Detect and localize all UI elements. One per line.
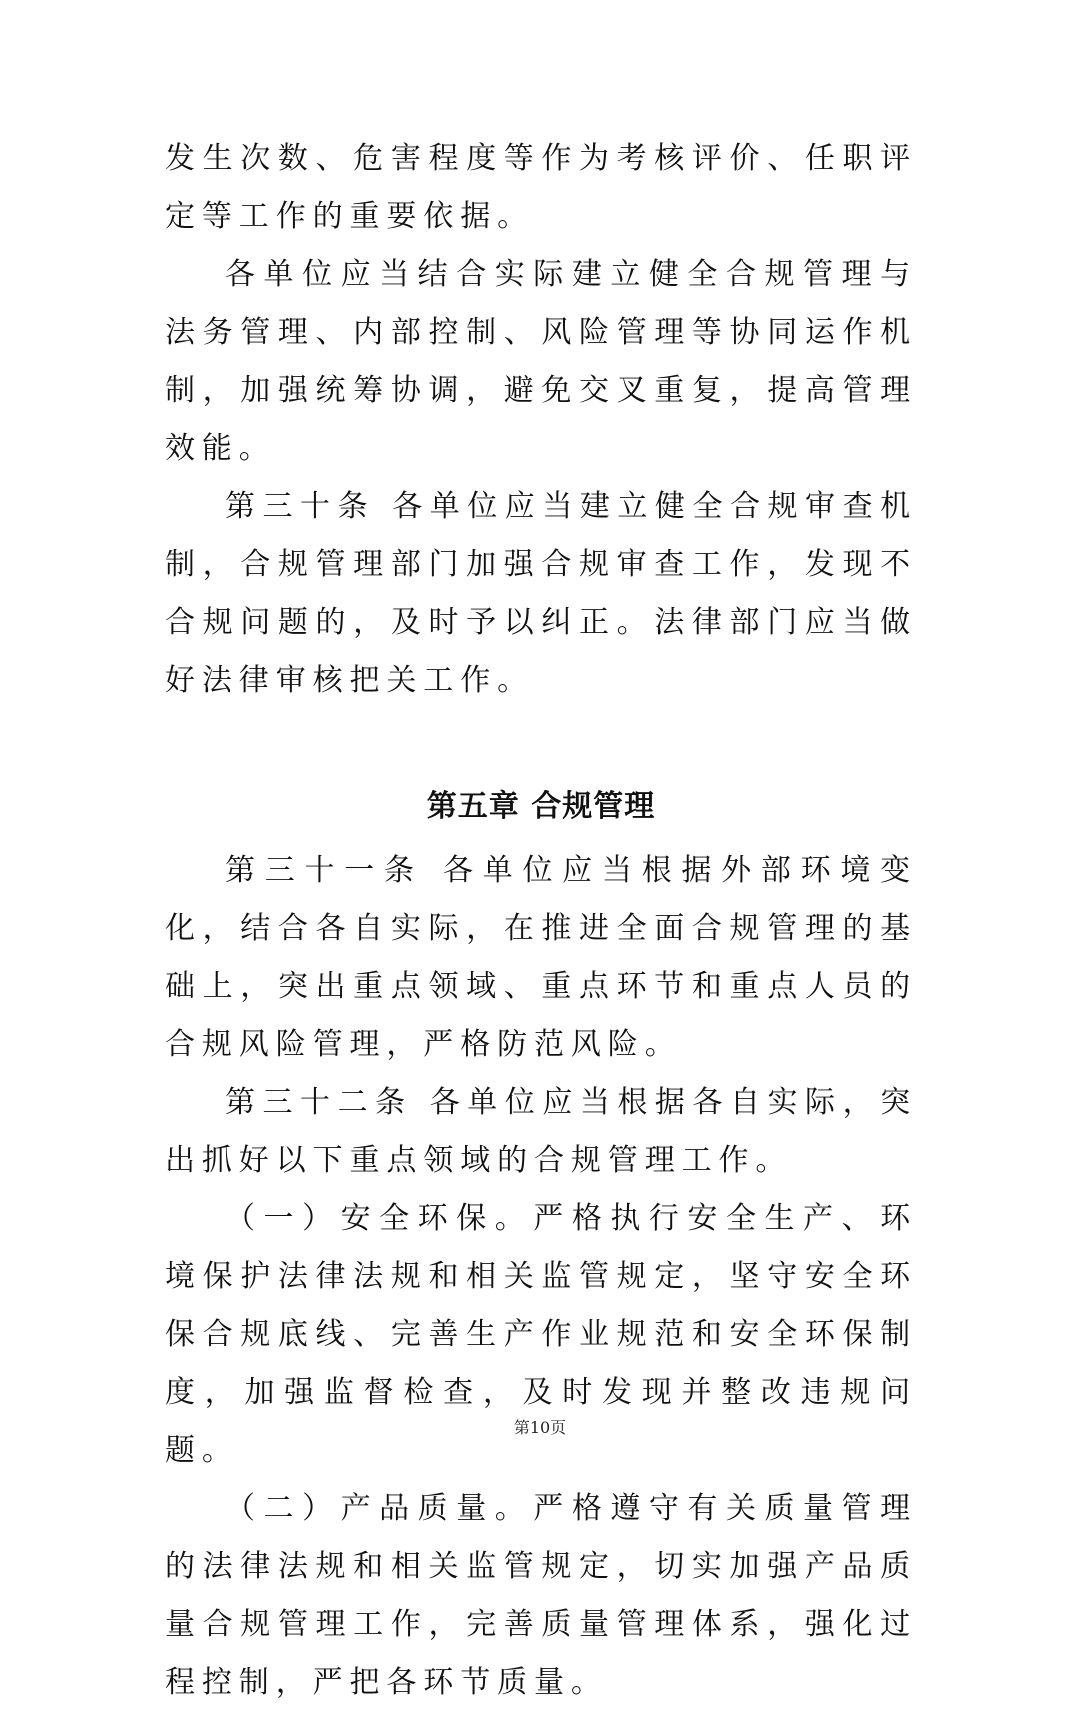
paragraph-item-safety-environment: （一）安全环保。严格执行安全生产、环境保护法律法规和相关监管规定，坚守安全环保合规底线、完善生产作业规范和安全环保制度，加强监督检查，及时发现并整改违规问题。 (165, 1201, 917, 1468)
paragraph-continuation: 发生次数、危害程度等作为考核评价、任职评定等工作的重要依据。 (165, 141, 917, 234)
page-content (165, 130, 917, 1712)
paragraph-article-30: 第三十条 各单位应当建立健全合规审查机制，合规管理部门加强合规审查工作，发现不合规问题的，及时予以纠正。法律部门应当做好法律审核把关工作。 (165, 489, 917, 698)
chapter-title: 第五章 合规管理 (426, 789, 656, 824)
paragraph-item-product-quality: （二）产品质量。严格遵守有关质量管理的法律法规和相关监管规定，切实加强产品质量合规管理工作，完善质量管理体系，强化过程控制，严把各环节质量。 (165, 1491, 917, 1700)
paragraph-article-32: 第三十二条 各单位应当根据各自实际，突出抓好以下重点领域的合规管理工作。 (165, 1085, 917, 1178)
paragraph-coordination-mechanism: 各单位应当结合实际建立健全合规管理与法务管理、内部控制、风险管理等协同运作机制，加强统筹协调，避免交叉重复，提高管理效能。 (165, 257, 917, 466)
paragraph-article-31: 第三十一条 各单位应当根据外部环境变化，结合各自实际，在推进全面合规管理的基础上，突出重点领域、重点环节和重点人员的合规风险管理，严格防范风险。 (165, 853, 917, 1062)
page-number: 第10页 (513, 1418, 567, 1437)
